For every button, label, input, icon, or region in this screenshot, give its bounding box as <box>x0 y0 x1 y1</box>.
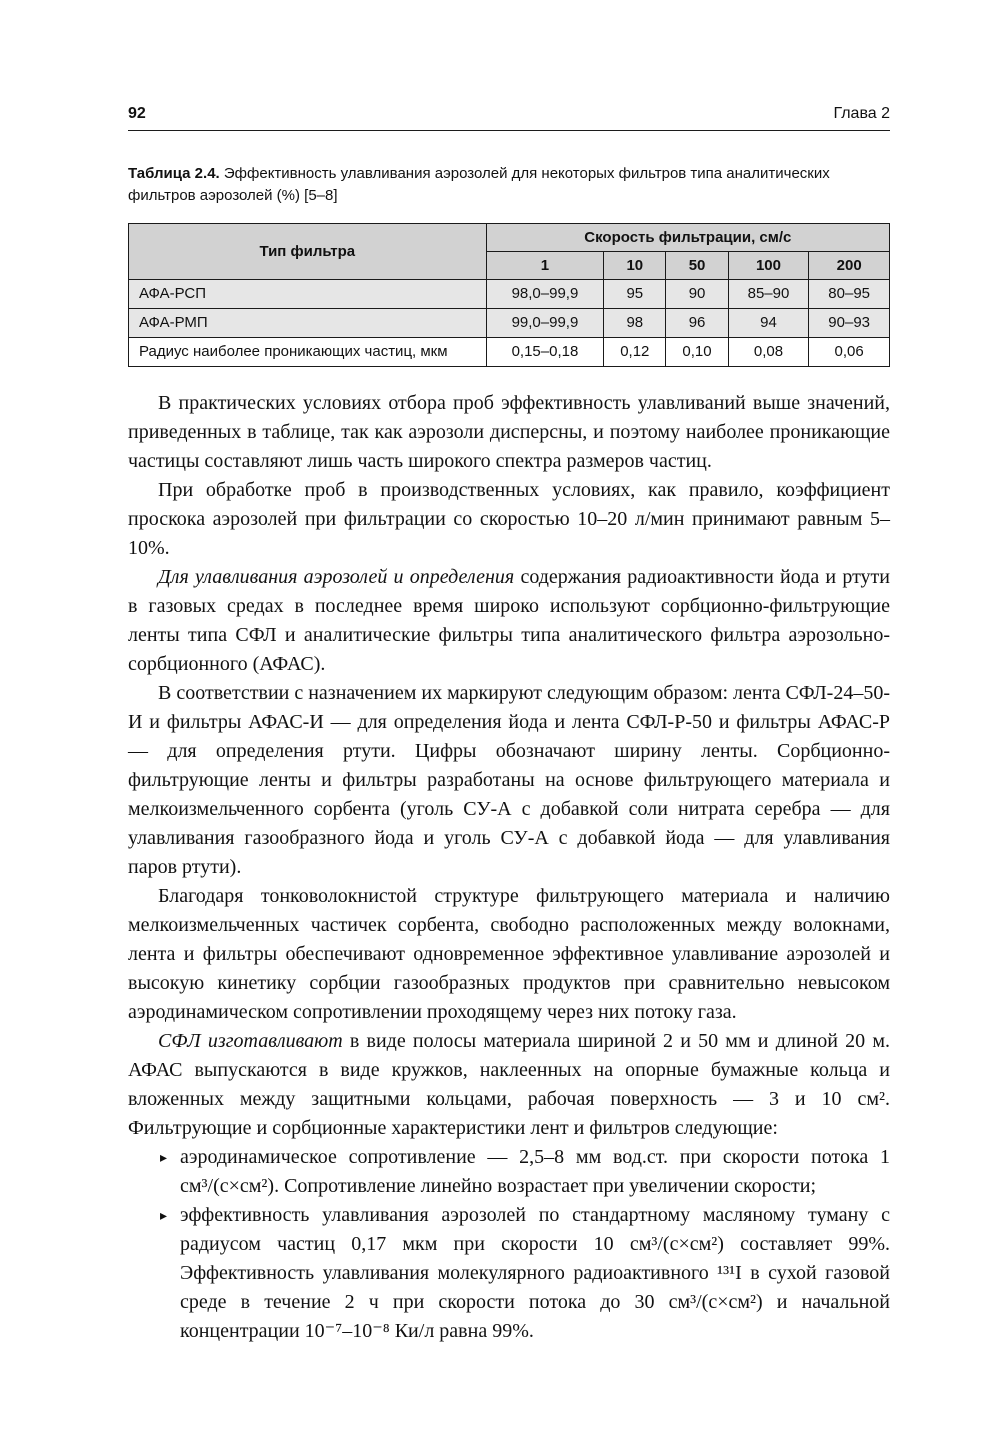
paragraph <box>128 563 890 679</box>
body-text <box>128 389 890 1346</box>
table-cell: 90 <box>666 279 728 308</box>
row-label: Радиус наиболее проникающих частиц, мкм <box>129 337 487 366</box>
table-cell: 0,12 <box>604 337 666 366</box>
row-label: АФА-РМП <box>129 308 487 337</box>
paragraph <box>128 389 890 476</box>
paragraph-text: в виде полосы материала шириной 2 и 50 мм и длиной 20 м. АФАС выпускаются в виде кружков, наклеенных на опорные бумажные кольца и вложенных между защитными кольцами, рабочая поверхность — 3 и 10 см². Фильтрующие и сорбционные характеристики лент и фильтров следующие: <box>128 1029 890 1139</box>
table-cell: 96 <box>666 308 728 337</box>
table-caption-number: Таблица 2.4. <box>128 165 220 182</box>
characteristics-list <box>160 1143 890 1346</box>
table-cell: 0,15–0,18 <box>486 337 604 366</box>
table-cell: 90–93 <box>809 308 890 337</box>
paragraph-lead-italic: СФЛ изготавливают <box>158 1029 343 1052</box>
table-cell: 0,06 <box>809 337 890 366</box>
col-header-filter-type: Тип фильтра <box>129 223 487 279</box>
paragraph-text: В практических условиях отбора проб эффективность улавливаний выше значений, приведенных в таблице, так как аэрозоли дисперсны, и поэтому наиболее проникающие частицы составляют лишь часть широкого спектра размеров частиц. <box>128 391 890 472</box>
page-header <box>128 105 890 131</box>
paragraph-text: Благодаря тонковолокнистой структуре фильтрующего материала и наличию мелкоизмельченных частичек сорбента, свободно расположенных между волокнами, лента и фильтры обеспечивают одновременное эффективное улавливание аэрозолей и высокую кинетику сорбции газообразных продуктов при сравнительно невысоком аэродинамическом сопротивлении проходящему через них потоку газа. <box>128 884 890 1023</box>
table-cell: 85–90 <box>728 279 809 308</box>
page-number: 92 <box>128 105 146 122</box>
paragraph <box>128 882 890 1027</box>
list-item <box>160 1143 890 1201</box>
table-cell: 98,0–99,9 <box>486 279 604 308</box>
paragraph <box>128 1027 890 1143</box>
paragraph-text: содержания радиоактивности йода и ртути в газовых средах в последнее время широко используют сорбционно-фильтрующие ленты типа СФЛ и аналитические фильтры типа аналитического фильтра аэрозольно-сорбционного (АФАС). <box>128 565 890 675</box>
table-caption <box>128 163 890 207</box>
list-item-text: эффективность улавливания аэрозолей по стандартному масляному туману с радиусом частиц 0,17 мкм при скорости 10 см³/(с×см²) составляет 99%. Эффективность улавливания молекулярного радиоактивного ¹³¹I в сухой газовой среде в течение 2 ч при скорости потока до 30 см³/(с×см²) и начальной концентрации 10⁻⁷–10⁻⁸ Ки/л равна 99%. <box>180 1203 890 1342</box>
speed-col-header-50: 50 <box>666 251 728 279</box>
paragraph-lead-italic: Для улавливания аэрозолей и определения <box>158 565 515 588</box>
table-header-row-1 <box>129 223 890 251</box>
speed-col-header-100: 100 <box>728 251 809 279</box>
table-caption-text: Эффективность улавливания аэрозолей для некоторых фильтров типа аналитических фильтров аэрозолей (%) [5–8] <box>128 165 830 204</box>
paragraph-text: При обработке проб в производственных условиях, как правило, коэффициент проскока аэрозолей при фильтрации со скоростью 10–20 л/мин принимают равным 5–10%. <box>128 478 890 559</box>
col-group-header-filtration-speed: Скорость фильтрации, см/с <box>486 223 889 251</box>
speed-col-header-1: 1 <box>486 251 604 279</box>
table-cell: 94 <box>728 308 809 337</box>
filter-efficiency-table <box>128 223 890 367</box>
paragraph <box>128 476 890 563</box>
table-cell: 0,08 <box>728 337 809 366</box>
table-cell: 95 <box>604 279 666 308</box>
table-cell: 99,0–99,9 <box>486 308 604 337</box>
paragraph <box>128 679 890 882</box>
list-item-text: аэродинамическое сопротивление — 2,5–8 мм вод.ст. при скорости потока 1 см³/(с×см²). Сопротивление линейно возрастает при увеличении скорости; <box>180 1145 890 1197</box>
row-label: АФА-РСП <box>129 279 487 308</box>
table-cell: 0,10 <box>666 337 728 366</box>
table-row <box>129 337 890 366</box>
speed-col-header-10: 10 <box>604 251 666 279</box>
table-row <box>129 308 890 337</box>
table-cell: 80–95 <box>809 279 890 308</box>
bullet-marker-icon: ▸ <box>160 1207 168 1224</box>
bullet-marker-icon: ▸ <box>160 1149 168 1166</box>
speed-col-header-200: 200 <box>809 251 890 279</box>
list-item <box>160 1201 890 1346</box>
paragraph-text: В соответствии с назначением их маркируют следующим образом: лента СФЛ-24–50-И и фильтры АФАС-И — для определения йода и лента СФЛ-Р-50 и фильтры АФАС-Р — для определения ртути. Цифры обозначают ширину ленты. Сорбционно-фильтрующие ленты и фильтры разработаны на основе фильтрующего материала и мелкоизмельченного сорбента (уголь СУ-А с добавкой соли нитрата серебра — для улавливания газообразного йода и уголь СУ-А с добавкой йода — для улавливания паров ртути). <box>128 681 890 878</box>
chapter-label: Глава 2 <box>833 105 890 122</box>
table-row <box>129 279 890 308</box>
table-cell: 98 <box>604 308 666 337</box>
